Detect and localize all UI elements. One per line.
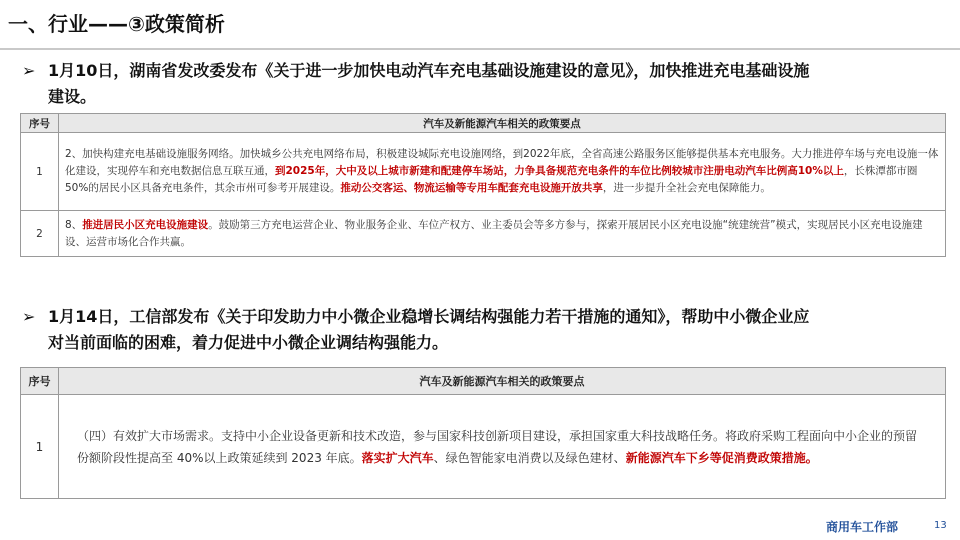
footer-brand: 商用车工作部 — [826, 520, 899, 534]
title-divider — [0, 48, 960, 50]
policy-table-hunan — [20, 113, 946, 257]
header-policy-points: 汽车及新能源汽车相关的政策要点 — [59, 114, 946, 133]
table-header-row — [21, 114, 946, 133]
row-index: 1 — [21, 133, 59, 211]
header-policy-points: 汽车及新能源汽车相关的政策要点 — [59, 368, 946, 395]
table-row — [21, 133, 946, 211]
row-index: 1 — [21, 395, 59, 499]
row-index: 2 — [21, 211, 59, 257]
row-content: 8、推进居民小区充电设施建设。鼓励第三方充电运营企业、物业服务企业、车位产权方、业主委员会等多方参与，探索开展居民小区充电设施“统建统营”模式，实现居民小区充电设施建设、运营市场化合作共赢。 — [59, 211, 946, 257]
bullet-point-2 — [22, 304, 922, 356]
bullet-line-1: 1月10日，湖南省发改委发布《关于进一步加快电动汽车充电基础设施建设的意见》，加快推进充电基础设施 — [48, 61, 810, 80]
header-index: 序号 — [21, 114, 59, 133]
arrow-bullet-icon: ➢ — [22, 61, 36, 80]
header-index: 序号 — [21, 368, 59, 395]
table-row — [21, 211, 946, 257]
table-row — [21, 395, 946, 499]
arrow-bullet-icon: ➢ — [22, 307, 36, 326]
bullet-line-1: 1月14日，工信部发布《关于印发助力中小微企业稳增长调结构强能力若干措施的通知》，帮助中小微企业应 — [48, 307, 810, 326]
page-number: 13 — [934, 520, 947, 531]
row-content: （四）有效扩大市场需求。支持中小企业设备更新和技术改造，参与国家科技创新项目建设，承担国家重大科技战略任务。将政府采购工程面向中小企业的预留份额阶段性提高至 40%以上政策延续到 2023 年底。落实扩大汽车、绿色智能家电消费以及绿色建材、新能源汽车下乡等促消费政策措施。 — [59, 395, 946, 499]
bullet-point-1 — [22, 58, 922, 110]
bullet-line-2: 建设。 — [48, 87, 97, 106]
table-header-row — [21, 368, 946, 395]
bullet-line-2: 对当前面临的困难，着力促进中小微企业调结构强能力。 — [48, 333, 449, 352]
row-content: 2、加快构建充电基础设施服务网络。加快城乡公共充电网络布局，积极建设城际充电设施网络，到2022年底，全省高速公路服务区能够提供基本充电服务。大力推进停车场与充电设施一体化建设，实现停车和充电数据信息互联互通，到2025年，大中及以上城市新建和配建停车场站，力争具备规范充电条件的车位比例较城市注册电动汽车比例高10%以上，长株潭都市圈50%的居民小区具备充电条件，其余市州可参考开展建设。推动公交客运、物流运输等专用车配套充电设施开放共享，进一步提升全社会充电保障能力。 — [59, 133, 946, 211]
page-title: 一、行业——③政策简析 — [8, 12, 225, 36]
policy-table-miit — [20, 367, 946, 499]
